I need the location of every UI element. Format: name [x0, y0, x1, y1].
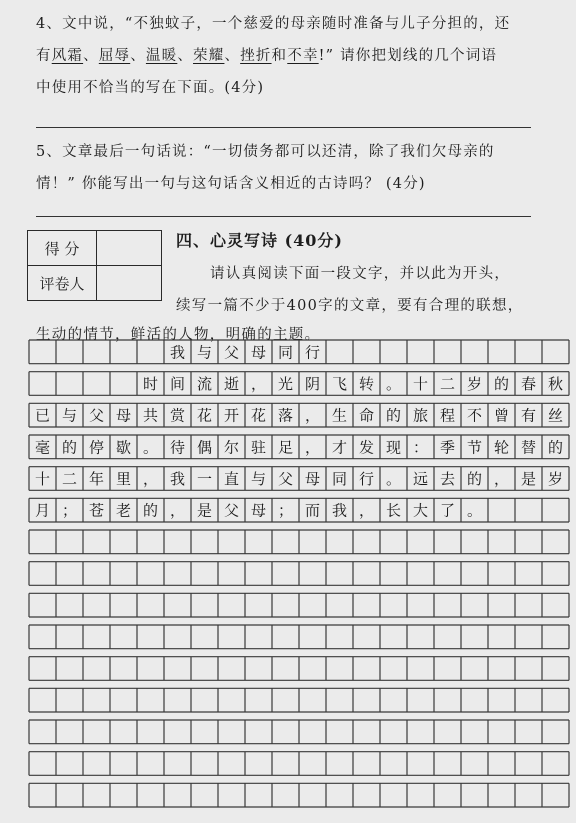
- grid-row[interactable]: [29, 435, 569, 459]
- grid-character: 岁: [466, 375, 483, 393]
- grid-character: 的: [385, 406, 402, 425]
- grader-label: 评卷人: [28, 266, 97, 301]
- grid-row[interactable]: [29, 657, 569, 681]
- grid-character: 替: [520, 438, 537, 457]
- grid-character: 直: [223, 470, 240, 488]
- grid-character: 轮: [493, 438, 510, 457]
- grid-character: ，: [493, 470, 510, 488]
- grid-character: 才: [331, 438, 348, 457]
- underlined-word: 温暖: [145, 48, 178, 64]
- grid-character: 。: [466, 501, 483, 520]
- instruction-line-3: 生动的情节，鲜活的人物，明确的主题。: [36, 327, 321, 343]
- grid-character: 花: [196, 406, 213, 425]
- grid-character: 。: [385, 470, 402, 488]
- grid-character: 的: [493, 375, 510, 393]
- grid-character: 与: [61, 406, 78, 425]
- grid-character: 是: [520, 470, 537, 488]
- grid-character: 同: [331, 470, 348, 488]
- grid-character: 流: [196, 375, 213, 393]
- grid-character: 父: [223, 501, 240, 520]
- grid-row[interactable]: [29, 752, 569, 776]
- grid-character: 母: [250, 343, 267, 362]
- grid-character: 远: [412, 470, 429, 488]
- grid-character: 行: [304, 343, 321, 362]
- grid-character: 发: [358, 438, 375, 457]
- grid-character: 了: [439, 501, 456, 520]
- grid-character: 。: [142, 438, 159, 457]
- instruction-line-2: 续写一篇不少于400字的文章，要有合理的联想，: [176, 298, 524, 314]
- grid-character: ；: [61, 501, 78, 520]
- grid-row[interactable]: [29, 783, 569, 807]
- grid-character: 我: [331, 501, 348, 520]
- q4-line2-prefix: 有: [36, 48, 52, 64]
- grid-character: 月: [34, 501, 51, 520]
- grid-character: 的: [142, 501, 159, 520]
- grid-character: 程: [439, 406, 456, 425]
- grid-character: 苍: [88, 501, 105, 520]
- grid-row[interactable]: [29, 372, 569, 396]
- grid-row[interactable]: [29, 593, 569, 617]
- grid-character: 长: [385, 501, 402, 520]
- grid-character: 偶: [196, 438, 213, 457]
- grid-character: 不: [466, 406, 483, 425]
- grid-character: 赏: [169, 406, 186, 425]
- grid-character: 已: [34, 406, 51, 425]
- grid-character: 足: [277, 438, 294, 457]
- grid-character: 父: [277, 470, 294, 488]
- q4-line-3: 中使用不恰当的写在下面。(4分): [36, 80, 265, 96]
- underlined-word: 不幸: [287, 48, 319, 64]
- grid-character: ，: [304, 406, 321, 425]
- grid-character: 停: [88, 438, 105, 457]
- grid-character: 十: [34, 470, 51, 488]
- underlined-word: 屈辱: [98, 48, 131, 64]
- grid-row[interactable]: [29, 403, 569, 427]
- grid-character: 有: [520, 406, 537, 425]
- grid-character: 。: [385, 375, 402, 393]
- grid-character: ，: [250, 375, 267, 393]
- separator: 和: [271, 48, 288, 64]
- grid-character: ，: [142, 470, 159, 488]
- grid-row[interactable]: [29, 498, 569, 522]
- grid-character: 驻: [250, 438, 267, 457]
- separator: 、: [224, 48, 241, 64]
- grid-character: 与: [196, 343, 213, 362]
- section-title: 四、心灵写诗 (40分): [176, 231, 343, 250]
- grid-character: 丝: [547, 406, 564, 425]
- q4-text: 4、文中说，“不独蚊子，一个慈爱的母亲随时准备与儿子分担的，还: [36, 16, 511, 32]
- grid-character: ；: [277, 501, 294, 520]
- grid-character: 父: [223, 343, 240, 362]
- grid-character: ：: [412, 438, 429, 457]
- grid-character: 待: [169, 438, 186, 457]
- grid-character: 十: [412, 375, 429, 393]
- grid-character: 二: [439, 375, 456, 393]
- score-label: 得 分: [28, 231, 97, 266]
- grid-character: 落: [277, 406, 294, 425]
- grid-character: 歇: [115, 438, 132, 457]
- grid-character: 去: [439, 470, 456, 488]
- grid-character: 春: [520, 375, 537, 393]
- grid-character: 花: [250, 406, 267, 425]
- grid-character: 我: [169, 343, 186, 362]
- grid-character: 同: [277, 343, 294, 362]
- grid-character: 我: [169, 470, 186, 488]
- grid-row[interactable]: [29, 688, 569, 712]
- q5-line-2: 情！” 你能写出一句与这句话含义相近的古诗吗？ (4分): [36, 176, 426, 192]
- grid-character: 的: [547, 438, 564, 457]
- grid-character: 母: [250, 501, 267, 520]
- q4-line2-suffix: !” 请你把划线的几个词语: [318, 48, 498, 64]
- grid-character: 母: [304, 470, 321, 488]
- grid-character: 秋: [547, 375, 564, 393]
- grid-character: 的: [61, 438, 78, 457]
- grid-character: 而: [304, 501, 321, 520]
- grid-character: 的: [466, 470, 483, 488]
- grid-character: 行: [358, 470, 375, 488]
- grid-character: 开: [223, 406, 240, 425]
- grid-row[interactable]: [29, 625, 569, 649]
- grid-character: 与: [250, 470, 267, 488]
- grid-row[interactable]: [29, 720, 569, 744]
- grid-character: 阴: [304, 375, 321, 393]
- grid-character: 一: [196, 470, 213, 488]
- grid-character: 尔: [223, 438, 240, 457]
- grid-character: 岁: [547, 470, 564, 488]
- grid-character: 老: [115, 501, 132, 520]
- grid-character: 季: [439, 438, 456, 457]
- separator: 、: [83, 48, 99, 64]
- underlined-word: 风霜: [51, 48, 84, 64]
- underlined-word: 荣耀: [193, 48, 225, 64]
- grid-character: 转: [358, 375, 375, 393]
- grid-character: 二: [61, 470, 78, 488]
- grid-character: 旅: [412, 406, 429, 425]
- grid-character: 生: [331, 406, 348, 425]
- grid-character: 逝: [223, 375, 240, 393]
- grid-character: 父: [88, 406, 105, 425]
- grid-character: 大: [412, 501, 429, 520]
- grid-character: ，: [304, 438, 321, 457]
- grid-row[interactable]: [29, 467, 569, 491]
- grid-character: ，: [358, 501, 375, 520]
- grid-character: 曾: [493, 406, 510, 425]
- grid-character: 光: [277, 375, 294, 393]
- grid-row[interactable]: [29, 340, 569, 364]
- grid-character: ，: [169, 501, 186, 520]
- grid-character: 节: [466, 438, 483, 457]
- grid-character: 毫: [34, 438, 51, 457]
- grid-character: 共: [142, 406, 159, 425]
- separator: 、: [130, 48, 146, 64]
- separator: 、: [177, 48, 194, 64]
- grid-character: 是: [196, 501, 213, 520]
- grid-character: 飞: [331, 375, 348, 393]
- grid-character: 间: [169, 375, 186, 393]
- grid-character: 母: [115, 406, 132, 425]
- instruction-line-1: 请认真阅读下面一段文字，并以此为开头，: [210, 266, 511, 282]
- grid-character: 命: [358, 406, 375, 425]
- grid-character: 里: [115, 470, 132, 488]
- grid-row[interactable]: [29, 530, 569, 554]
- grid-character: 时: [142, 375, 159, 393]
- underlined-word: 挫折: [240, 48, 272, 64]
- grid-character: 年: [88, 470, 105, 488]
- grid-row[interactable]: [29, 562, 569, 586]
- q5-line-1: 5、文章最后一句话说：“一切债务都可以还清，除了我们欠母亲的: [36, 144, 495, 160]
- grid-character: 现: [385, 438, 402, 457]
